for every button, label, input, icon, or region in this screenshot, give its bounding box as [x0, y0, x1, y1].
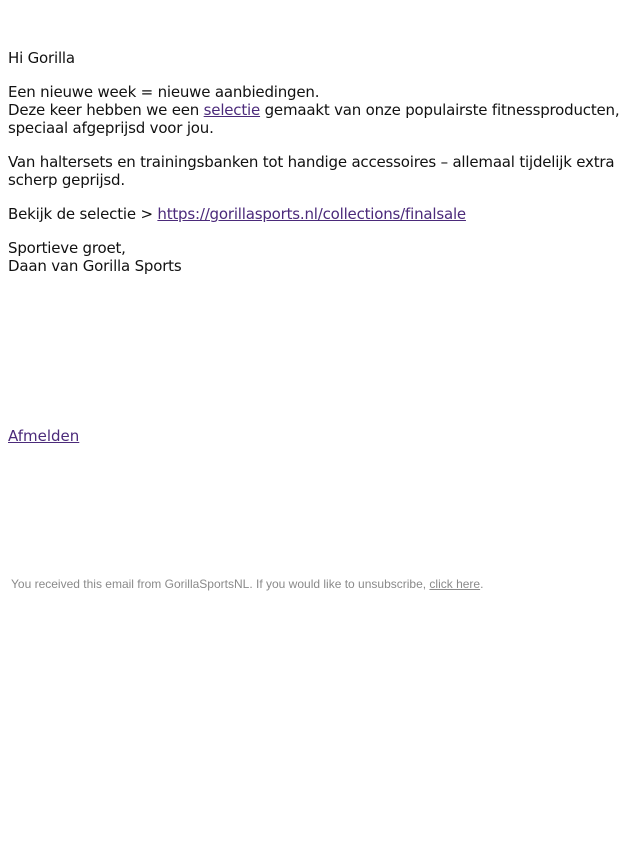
spacer [8, 137, 622, 153]
final-sale-link[interactable]: https://gorillasports.nl/collections/finalsale [157, 205, 466, 223]
signature: Daan van Gorilla Sports [8, 257, 182, 275]
intro-paragraph [8, 83, 622, 137]
unsubscribe-link[interactable]: Afmelden [8, 427, 80, 445]
selection-text-suffix: gemaakt van onze populairste fitnessproducten, speciaal afgeprijsd voor jou. [8, 101, 620, 137]
greeting: Hi Gorilla [8, 49, 75, 67]
spacer [8, 223, 622, 239]
view-selection-line [8, 205, 622, 223]
footer-period: . [480, 577, 484, 591]
footer-text: You received this email from GorillaSportsNL. If you would like to unsubscribe, [11, 577, 430, 591]
footer-unsubscribe-link[interactable]: click here [429, 577, 481, 591]
signoff-block [8, 239, 622, 275]
email-body [8, 49, 622, 275]
week-line: Een nieuwe week = nieuwe aanbiedingen. [8, 83, 320, 101]
selection-link[interactable]: selectie [203, 101, 261, 119]
view-selection-prefix: Bekijk de selectie > [8, 205, 158, 223]
products-paragraph: Van haltersets en trainingsbanken tot handige accessoires – allemaal tijdelijk extra scherp geprijsd. [8, 153, 615, 189]
signoff: Sportieve groet, [8, 239, 126, 257]
unsubscribe-block [8, 427, 79, 445]
spacer [8, 189, 622, 205]
spacer [8, 67, 622, 83]
selection-text-prefix: Deze keer hebben we een [8, 101, 204, 119]
email-footer [11, 577, 483, 591]
